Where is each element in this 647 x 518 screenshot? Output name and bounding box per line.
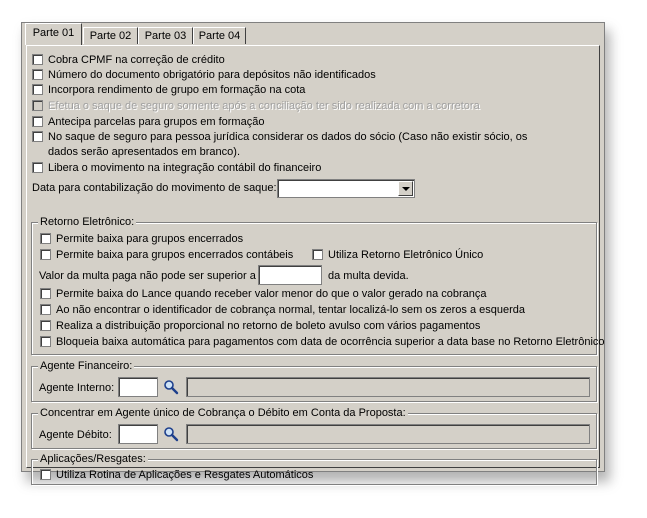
agente-debito-label: Agente Débito: (39, 429, 112, 441)
option-label: Utiliza Retorno Eletrônico Único (328, 249, 484, 261)
group-title: Agente Financeiro: (40, 360, 133, 372)
option-label: Número do documento obrigatório para depósitos não identificados (48, 69, 376, 81)
data-contabilizacao-label: Data para contabilização do movimento de saque: (32, 182, 277, 194)
checkbox[interactable] (40, 320, 51, 331)
option-aplicacoes-automaticas[interactable] (40, 468, 313, 482)
option-label-continued: dados serão apresentados em branco). (48, 146, 241, 158)
agente-interno-name-field (186, 377, 590, 397)
group-title: Aplicações/Resgates: (40, 453, 146, 465)
group-title: Retorno Eletrônico: (40, 216, 135, 228)
checkbox[interactable] (312, 249, 323, 260)
option-label: No saque de seguro para pessoa jurídica considerar os dados do sócio (Caso não existir sócio, os (48, 131, 528, 143)
checkbox[interactable] (40, 249, 51, 260)
option-permite-lance[interactable] (40, 287, 487, 301)
option-label: Realiza a distribuição proporcional no retorno de boleto avulso com vários pagamentos (56, 320, 481, 332)
checkbox[interactable] (40, 304, 51, 315)
option-label: Antecipa parcelas para grupos em formação (48, 116, 265, 128)
checkbox[interactable] (40, 233, 51, 244)
magnifier-icon[interactable] (163, 379, 179, 395)
checkbox[interactable] (32, 84, 43, 95)
option-label: Libera o movimento na integração contábil do financeiro (48, 162, 322, 174)
checkbox[interactable] (32, 116, 43, 127)
chevron-down-icon[interactable] (398, 181, 413, 196)
option-label: Efetua o saque de seguro somente após a conciliação ter sido realizada com a corretora (48, 100, 480, 112)
option-efetua-saque-seguro (32, 99, 480, 113)
agente-interno-label: Agente Interno: (39, 382, 115, 394)
option-identificador-cobranca[interactable] (40, 303, 525, 317)
option-label: Utiliza Rotina de Aplicações e Resgates Automáticos (56, 469, 314, 481)
agente-financeiro-group (31, 360, 597, 402)
option-saque-pessoa-juridica[interactable] (32, 130, 527, 144)
agente-debito-name-field (186, 424, 590, 444)
multa-input[interactable] (258, 265, 322, 285)
magnifier-icon[interactable] (163, 426, 179, 442)
tab-panel (26, 45, 605, 481)
checkbox[interactable] (32, 54, 43, 65)
option-bloqueia-baixa[interactable] (40, 335, 605, 349)
checkbox (32, 100, 43, 111)
tab-parte-02[interactable]: Parte 02 (83, 27, 138, 44)
option-antecipa-parcelas[interactable] (32, 115, 264, 129)
option-label: Bloqueia baixa automática para pagamentos com data de ocorrência superior a data base no Retorno Eletrônico (56, 336, 605, 348)
tab-parte-03[interactable]: Parte 03 (138, 27, 193, 44)
option-label: Permite baixa do Lance quando receber valor menor do que o valor gerado na cobrança (56, 288, 487, 300)
checkbox[interactable] (40, 336, 51, 347)
option-label: Cobra CPMF na correção de crédito (48, 54, 225, 66)
tab-parte-04[interactable]: Parte 04 (193, 27, 246, 44)
option-permite-encerrados[interactable] (40, 232, 243, 246)
option-distribuicao-proporcional[interactable] (40, 319, 480, 333)
option-incorpora-rendimento[interactable] (32, 83, 305, 97)
retorno-eletronico-group (31, 216, 605, 355)
group-title: Concentrar em Agente único de Cobrança o Débito em Conta da Proposta: (40, 407, 406, 419)
data-contabilizacao-select[interactable] (277, 179, 415, 198)
option-permite-contabeis[interactable] (40, 248, 293, 262)
option-numero-documento[interactable] (32, 68, 376, 82)
option-libera-movimento[interactable] (32, 161, 321, 175)
checkbox[interactable] (40, 469, 51, 480)
agente-unico-group (31, 407, 597, 449)
checkbox[interactable] (32, 69, 43, 80)
option-utiliza-retorno-unico[interactable] (312, 248, 483, 262)
option-label: Permite baixa para grupos encerrados contábeis (56, 249, 294, 261)
agente-interno-code-input[interactable] (118, 377, 158, 397)
multa-label: Valor da multa paga não pode ser superior a (39, 270, 256, 282)
agente-debito-code-input[interactable] (118, 424, 158, 444)
option-cobra-cpmf[interactable] (32, 53, 225, 67)
option-label: Permite baixa para grupos encerrados (56, 233, 244, 245)
checkbox[interactable] (32, 131, 43, 142)
aplicacoes-group (31, 453, 597, 485)
checkbox[interactable] (32, 162, 43, 173)
tab-parte-01[interactable]: Parte 01 (25, 23, 82, 45)
dialog-frame (21, 22, 605, 481)
multa-suffix: da multa devida. (328, 270, 409, 282)
option-label: Incorpora rendimento de grupo em formação na cota (48, 84, 306, 96)
option-label: Ao não encontrar o identificador de cobrança normal, tentar localizá-lo sem os zeros a esquerda (56, 304, 525, 316)
checkbox[interactable] (40, 288, 51, 299)
